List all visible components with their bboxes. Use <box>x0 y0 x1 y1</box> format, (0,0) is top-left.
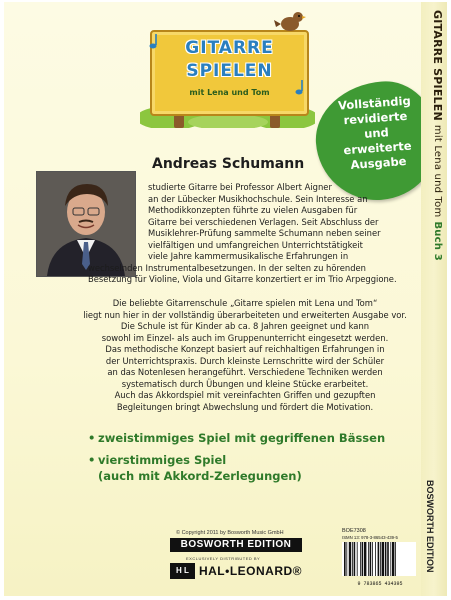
music-note-icon-2 <box>292 78 306 96</box>
feature-item <box>88 452 418 484</box>
book-description <box>80 298 410 413</box>
barcode-bar <box>346 542 347 576</box>
barcode-bar <box>362 542 364 576</box>
title-sign <box>140 8 315 128</box>
book-spine <box>421 2 447 596</box>
badge-line: und <box>363 125 390 141</box>
bio-line: an der Lübecker Musikhochschule. Sein Interesse an <box>148 193 368 204</box>
barcode-bar <box>392 542 394 576</box>
isbn-text: ISMN 13: 978-3-86543-439-5 <box>342 535 398 540</box>
badge-line: revidierte <box>343 108 408 128</box>
barcode-bar <box>378 542 380 576</box>
bio-line: wechselnden Instrumentalbesetzungen. In der selten zu hörenden <box>88 262 366 273</box>
spine-title-block <box>424 10 444 310</box>
bio-line: studierte Gitarre bei Professor Albert Aigner <box>148 182 332 192</box>
description-line: der Unterrichtspraxis. Durch kleinste Lernschritte wird der Schüler <box>105 355 385 366</box>
barcode-bar <box>382 542 384 576</box>
description-line: Die Schule ist für Kinder ab ca. 8 Jahren geeignet und kann <box>120 321 370 331</box>
bio-line: viele Jahre kammermusikalische Erfahrungen in <box>148 251 349 261</box>
bird-icon <box>274 8 306 36</box>
distributed-by-text: EXCLUSIVELY DISTRIBUTED BY <box>186 556 261 561</box>
description-line: sowohl im Einzel- als auch im Gruppenunterricht eingesetzt werden. <box>101 332 389 343</box>
badge-line: Vollständig <box>337 93 412 113</box>
barcode-bar <box>375 542 376 576</box>
sign-title-line1: GITARRE <box>185 38 274 58</box>
author-bio <box>88 182 408 286</box>
barcode-bar <box>352 542 353 576</box>
description-line: liegt nun hier in der vollständig überarbeiteten und erweiterten Ausgabe vor. <box>83 309 407 320</box>
barcode-bar <box>380 542 381 576</box>
description-line: Auch das Akkordspiel mit vereinfachten Griffen und gezupften <box>114 390 376 400</box>
badge-line: Ausgabe <box>350 154 407 172</box>
bio-line: Methodikkonzepten führte zu vielen Ausgaben für <box>148 205 358 215</box>
spine-title: GITARRE SPIELEN <box>431 10 444 121</box>
feature-list <box>88 430 418 490</box>
bio-line: Besetzung für Violine, Viola und Gitarre konzertiert er im Trio Arpeggione. <box>88 274 397 284</box>
barcode-bar <box>354 542 356 576</box>
hal-leonard-mark: H L <box>170 563 195 579</box>
barcode-bar <box>370 542 372 576</box>
barcode-bar <box>349 542 351 576</box>
spine-subtitle: mit Lena und Tom <box>432 124 443 218</box>
barcode-bar <box>360 542 361 576</box>
sign-subtitle: mit Lena und Tom <box>189 88 270 97</box>
bio-line: vielfältigen und umfangreichen Unterrichtstätigkeit <box>148 239 363 250</box>
description-line: Die beliebte Gitarrenschule „Gitarre spielen mit Lena und Tom“ <box>112 298 378 308</box>
barcode-bar <box>385 542 387 576</box>
description-line: an das Notenlesen herangeführt. Verschiedene Techniken werden <box>107 367 383 377</box>
hal-leonard-text: HAL•LEONARD® <box>198 564 302 578</box>
spine-publisher: BOSWORTH EDITION <box>425 480 435 573</box>
barcode-bar <box>390 542 391 576</box>
barcode-bar <box>387 542 389 576</box>
barcode-number: 9 783865 434395 <box>357 581 403 587</box>
badge-line: erweiterte <box>343 138 412 158</box>
hal-leonard-logo <box>170 562 302 580</box>
bosworth-logo: BOSWORTH EDITION <box>170 538 302 552</box>
music-note-icon <box>146 32 160 50</box>
barcode-bar <box>368 542 369 576</box>
bullet-marker: • <box>88 453 96 467</box>
description-line: systematisch durch Übungen und kleine Stücke erarbeitet. <box>121 378 369 389</box>
feature-item <box>88 430 418 446</box>
isbn-block <box>342 528 418 587</box>
feature-text: vierstimmiges Spiel <box>98 453 227 467</box>
barcode-bar <box>357 542 358 576</box>
description-line: Das methodische Konzept basiert auf reichhaltigen Erfahrungen in <box>105 344 385 354</box>
bio-line: Gitarre bei verschiedenen Verlagen. Seit Abschluss der <box>148 216 379 227</box>
sign-title-line2: SPIELEN <box>186 61 273 81</box>
barcode-bar <box>344 542 346 576</box>
description-line: Begleitungen bringt Abwechslung und fördert die Motivation. <box>116 401 374 412</box>
spine-book-number: Buch 3 <box>432 221 443 261</box>
copyright-notice: © Copyright 2011 by Bosworth Music GmbH <box>176 530 284 536</box>
barcode-bar <box>372 542 373 576</box>
barcode-bar <box>395 542 396 576</box>
barcode <box>342 542 416 576</box>
author-name: Andreas Schumann <box>152 156 305 172</box>
catalog-code: BOE7308 <box>342 528 366 534</box>
sign-board <box>150 30 309 116</box>
barcode-bar <box>364 542 366 576</box>
feature-text: (auch mit Akkord-Zerlegungen) <box>98 469 302 483</box>
feature-text: zweistimmiges Spiel mit gegriffenen Bässen <box>98 431 386 445</box>
bio-line: Musiklehrer-Prüfung sammelte Schumann neben seiner <box>148 228 381 238</box>
bullet-marker: • <box>88 431 96 445</box>
